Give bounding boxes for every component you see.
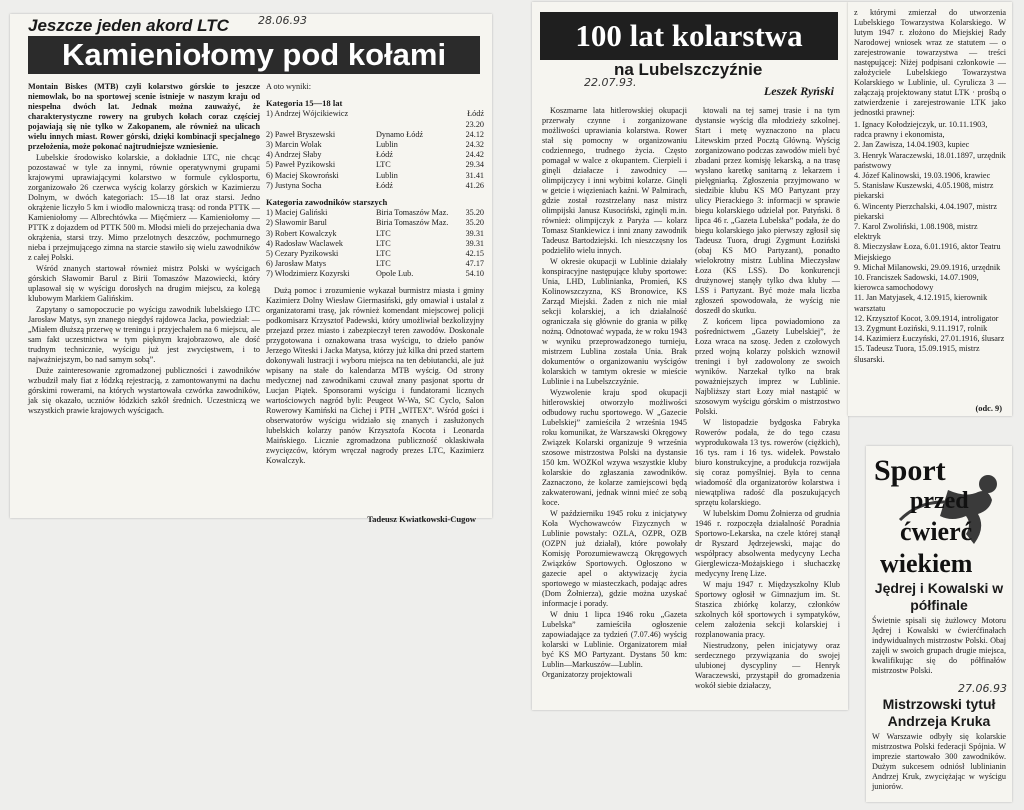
result-name: 3) Robert Kowalczyk bbox=[266, 228, 337, 238]
result-row bbox=[266, 249, 484, 259]
result-name: 2) Paweł Bryszewski bbox=[266, 129, 336, 139]
list-item: 7. Karol Zwoliński, 1.08.1908, mistrz elektryk bbox=[854, 222, 978, 242]
paragraph: Świetnie spisali się żużlowcy Motoru Jędrej i Kowalski w ćwierćfinałach indywidualnych mistrzostw Polski. Obaj zajęli w swoich grupach drugie miejsca, kwalifikując się do półfinałów mistrzostw Polski. bbox=[872, 616, 1006, 675]
clipping-sport-przed-cwierc-wiekiem bbox=[866, 446, 1012, 802]
headline: Jędrej i Kowalski w półfinale bbox=[874, 580, 1004, 613]
result-name: 4) Radosław Waclawek bbox=[266, 238, 343, 248]
list-item: 2. Jan Zawisza, 14.04.1903, kupiec bbox=[854, 140, 970, 150]
list-item: 3. Henryk Waraczewski, 18.01.1897, urzędnik państwowy bbox=[854, 150, 1006, 170]
list-item: 11. Jan Matyjasek, 4.12.1915, kierownik warsztatu bbox=[854, 293, 988, 313]
result-name: 7) Włodzimierz Kozyrski bbox=[266, 269, 350, 279]
paragraph: W lubelskim Domu Żołnierza od grudnia 1946 r. rozpoczęła działalność Poradnia Sportowo-Lekarska, na czele której stanął dr Ryszard Jędrzejewski, mając do współpracy absolwenta medycyny Lecha Gierglewicza-Możajskiego i słuchaczkę medycyny Irenę Lize. bbox=[695, 509, 840, 578]
paragraph: Dużą pomoc i zrozumienie wykazał burmistrz miasta i gminy Kazimierz Dolny Wiesław Giermasiński, gdy omawiał i ustalał z organizatorami trasę, jak również komendant miejscowej policji podkomisarz Krzysztof Padewski, który umożliwiał bezkolizyjny przejazd przez miasto i zabezpieczył teren zawodów. Doskonale przygotowana i oznakowana trasa wyścigu, to dzieło panów Jerzego Witeski i Jacka Matysa, którzy już kilka dni przed startem dokonywali lustracji i wyboru miejsca na ten debiutancki, ale już wpisany na stałe do kalendarza MTB wyścig. Od strony medycznej nad zawodnikami czuwał znany pasjonat sportu dr Lucjan Piątek. Sponsorami wyścigu i fundatorami licznych wartościowych nagród byli: Peugeot W-Wa, SC Cyclo, Salon Rowerowy Kamiński na Cichej i PTH „WITEX”. Wśród gości i obserwatorów wyścigu widziało się znanych i zasłużonych lubelskich kolarzy panów Krzysztofa Kocota i Leonarda Maińskiego. Licznie zgromadzona publiczność oklaskiwała zwycięzców, którym wręczał nagrody prezes LTC, Kazimierz Kowalczyk. bbox=[266, 285, 484, 465]
list-item: 13. Zygmunt Łoziński, 9.11.1917, rolnik bbox=[854, 324, 988, 334]
episode-marker: (odc. 9) bbox=[975, 404, 1002, 413]
logo-text-przed: przed bbox=[910, 488, 969, 514]
clipping-100-lat-kolarstwa bbox=[532, 2, 848, 710]
paragraph: Zapytany o samopoczucie po wyścigu zawodnik lubelskiego LTC Jarosław Matys, syn znanego niegdyś rajdowca Jacka, powiedział: — „Miałem dłuższą przerwę w treningu i przyjechałem na 6 miejscu, ale sam fakt uczestnictwa w tym pięknym krajobrazowo, ale dość trudnym technicznie, wyścigu już jest zwycięstwem, i to najważniejszym, bo nad samym sobą”. bbox=[28, 305, 260, 364]
paragraph: Niestrudzony, pełen inicjatywy oraz serdecznego przywiązania do swojej ulubionej dyscypliny — Henryk Waraczewski, przystąpił do gromadzenia wokół siebie działaczy, bbox=[695, 641, 840, 690]
result-name: 6) Jarosław Matys bbox=[266, 259, 327, 269]
result-row bbox=[266, 269, 484, 279]
result-row bbox=[266, 140, 484, 150]
headline: Kamieniołomy pod kołami bbox=[28, 36, 480, 74]
handwritten-date: 22.07.93. bbox=[584, 76, 637, 89]
result-row bbox=[266, 160, 484, 170]
result-club: Dynamo Łódź bbox=[376, 129, 424, 139]
result-name: 5) Paweł Pyzikowski bbox=[266, 160, 336, 170]
list-item: 10. Franciszek Sadowski, 14.07.1909, kierowca samochodowy bbox=[854, 273, 979, 293]
result-name: 1) Andrzej Wójcikiewicz bbox=[266, 109, 349, 119]
paragraph: Wyzwolenie kraju spod okupacji hitlerowskiej otworzyło możliwości odbudowy ruchu sportowego. W „Gazecie Lubelskiej” zamieściła 2 września 1945 roku komunikat, że Warszawski Okręgowy Związek Kolarski organizuje 9 września szosowe mistrzostwa Polski na dystansie 150 km. WOZKol wzywa wszystkie kluby kolarskie do zgłaszania zawodników. Zaznaczono, że kolarze zamiejscowi będą zakwaterowani, jednak winni mieć ze sobą koce. bbox=[542, 388, 687, 507]
list-item: 6. Wincenty Pierzchalski, 4.04.1907, mistrz piekarski bbox=[854, 201, 998, 221]
list-item: 4. Józef Kalinowski, 19.03.1906, krawiec bbox=[854, 171, 991, 181]
article-column-left bbox=[28, 82, 260, 417]
result-time: Łódź 23.20 bbox=[465, 109, 484, 129]
category-title: Kategoria zawodników starszych bbox=[266, 197, 388, 208]
result-row bbox=[266, 229, 484, 239]
result-row bbox=[266, 239, 484, 249]
result-row bbox=[266, 218, 484, 228]
clipping-kamieniolomy bbox=[10, 14, 492, 524]
list-item: 15. Tadeusz Tuora, 15.09.1915, mistrz ślusarski. bbox=[854, 344, 980, 364]
kicker: Jeszcze jeden akord LTC bbox=[28, 16, 229, 35]
results-intro: A oto wyniki: bbox=[266, 82, 312, 91]
result-club: LTC bbox=[376, 160, 391, 170]
result-time: 35.20 bbox=[465, 218, 484, 228]
subheadline: na Lubelszczyźnie bbox=[614, 60, 763, 79]
runner-head-icon bbox=[979, 475, 997, 493]
handwritten-date: 27.06.93 bbox=[958, 682, 1007, 695]
result-time: 35.20 bbox=[465, 208, 484, 218]
result-club: Biria Tomaszów Maz. bbox=[376, 208, 449, 218]
article-column-right bbox=[266, 82, 484, 467]
result-name: 5) Cezary Pyzikowski bbox=[266, 249, 339, 259]
result-club: LTC bbox=[376, 238, 391, 248]
result-row bbox=[266, 109, 484, 129]
list-item: 9. Michał Milanowski, 29.09.1916, urzędnik bbox=[854, 262, 1001, 272]
result-name: 4) Andrzej Słaby bbox=[266, 150, 322, 160]
result-time: 47.17 bbox=[465, 259, 484, 269]
result-club bbox=[376, 109, 454, 129]
paragraph: W okresie okupacji w Lublinie działały konspiracyjne następujące kluby sportowe: Unia, LHD, Lublinianka, Promień, KS Kolinowszczyzna, KS Bronowice, KS Zarząd Miejski. Żaden z nich nie miał sekcji kolarskiej, a ich działalność ograniczała się głównie do grania w piłkę nożną. Odnotować wypada, że w roku 1943 w wyniku przeprowadzonego turnieju, mistrzem Lublina została Unia. Brak dokumentów o organizowaniu wyścigów kolarskich w tamtym okresie w mieście Lublinie i na Lubelszczyźnie. bbox=[542, 257, 687, 386]
founders-list bbox=[854, 120, 1006, 365]
result-club: Lublin bbox=[376, 170, 398, 180]
result-time: 31.41 bbox=[465, 170, 484, 180]
result-row bbox=[266, 171, 484, 181]
result-club: Lublin bbox=[376, 140, 398, 150]
article-column-left bbox=[542, 106, 687, 681]
list-item: 14. Kazimierz Łuczyński, 27.01.1916, ślusarz bbox=[854, 334, 1005, 344]
clipping-continuation bbox=[848, 2, 1012, 416]
result-club: Łódź bbox=[376, 180, 393, 190]
result-name: 6) Maciej Skowroński bbox=[266, 170, 339, 180]
paragraph: W maju 1947 r. Międzyszkolny Klub Sportowy ogłosił w Gimnazjum im. St. Staszica zbiórkę kolarzy, członków szkolnych kół sportowych i sympatyków, celem założenia sekcji kolarskiej i rozplanowania pracy. bbox=[695, 580, 840, 639]
result-time: 42.15 bbox=[465, 249, 484, 259]
lead-paragraph: Montain Biskes (MTB) czyli kolarstwo górskie to jeszcze niemowlak, bo na sportowej scenie istnieje w naszym kraju od niespełna dwóch lat. Jednak można zauważyć, że charakterystyczne rowery na grubych kołach coraz częściej pojawiają się nie tylko w Zakopanem, ale również na ulicach wielu innych miast. Rower górski, dzięki kombinacji specjalnego przełożenia, może pokonać najtrudniejsze wzniesienie. bbox=[28, 82, 260, 151]
result-club: Biria Tomaszów Maz. bbox=[376, 218, 449, 228]
logo-text-sport: Sport bbox=[874, 454, 946, 487]
result-row bbox=[266, 259, 484, 269]
result-time: 39.31 bbox=[465, 228, 484, 238]
result-club: Opole Lub. bbox=[376, 269, 414, 279]
paragraph: Wśród znanych startował również mistrz Polski w wyścigach górskich Sławomir Barul z Birii Tomaszów Mazowiecki, który uplasował się w wyścigu dorosłych na drugim miejscu, za kolegą klubowym Markiem Galińskim. bbox=[28, 264, 260, 303]
paragraph: W październiku 1945 roku z inicjatywy Koła Wychowawców Fizycznych w Lublinie powstały: OZLA, OZPR, OZB (OZPN już działał), które powołały Komisję Porozumiewawczą Okręgowych Związków Sportowych. Ogłoszono w gazecie apel o aktywizację życia sportowego w miasteczkach, podając adres (Dom Żołnierza), gdzie można uzyskać informacje i porady. bbox=[542, 509, 687, 608]
logo-text-wiekiem: wiekiem bbox=[880, 549, 973, 578]
paragraph: ktowali na tej samej trasie i na tym dystansie wyścig dla młodzieży szkolnej. Start i metę wyznaczono na placu Litewskim przed Pocztą Główną. Wyścig zorganizowano podczas zawodów mieli być zbadani przez komisję lekarską, a na trasę wysłano karetkę sanitarną z lekarzem i pielęgniarką. Zgłoszenia przyjmowano w siedzibie klubu KS MO Partyzant przy ulicy Pierackiego 3: informacji w sprawie biegu kolarskiego udzielał por. Patyński. 8 lipca 46 r. „Gazeta Lubelska” podała, że do biegu kolarskiego jako pierwszy zgłosił się Tadeusz Tuora, drugi Zygmunt Łoziński (obaj KS MO Partyzant), ponadto wielokrotny mistrz Lublina Mieczysław Łoza (KS LSS). Do konkurencji drużynowej stanęły tylko dwa kluby — LSS i Partyzant. Być może mała liczba zgłoszeń spowodowała, że wyścig nie doszedł do skutku. bbox=[695, 106, 840, 315]
result-name: 1) Maciej Galiński bbox=[266, 208, 328, 218]
result-row bbox=[266, 150, 484, 160]
category-title: Kategoria 15—18 lat bbox=[266, 98, 343, 109]
result-club: LTC bbox=[376, 259, 391, 269]
result-row bbox=[266, 208, 484, 218]
result-name: 3) Marcin Wolak bbox=[266, 140, 322, 150]
paragraph: Duże zainteresowanie zgromadzonej publiczności i zawodników wzbudził mały fiat z łódzką rejestracją, z zamontowanymi na dachu górskimi rowerami, na których wystartowała czwórka zawodników, jak się okazało, uczniów łódzkich szkół średnich. Uczestniczą we wszystkich prawie krajowych wyścigach. bbox=[28, 366, 260, 415]
result-row bbox=[266, 181, 484, 191]
result-club: LTC bbox=[376, 228, 391, 238]
list-item: 12. Krzysztof Kocot, 3.09.1914, introligator bbox=[854, 313, 999, 323]
result-time: 24.42 bbox=[465, 150, 484, 160]
paragraph: z którymi zmierzał do utworzenia Lubelskiego Towarzystwa Kolarskiego. W lutym 1947 r. złożono do Miejskiej Rady Narodowej wniosek wraz ze statutem — o zarejestrowanie towarzystwa — treści następującej: Niżej podpisani członkowie — założyciele Lubelskiego Towarzystwa Kolarskiego w Lublinie, ul. Cyrulicza 3 — załączają projektowany statut LTK · prośbą o zatwierdzenie i zarejestrowanie LTK jako jednostki prawnej: bbox=[854, 8, 1006, 117]
result-time: 54.10 bbox=[465, 269, 484, 279]
headline: Mistrzowski tytuł Andrzeja Kruka bbox=[882, 696, 996, 729]
list-item: 8. Mieczysław Łoza, 6.01.1916, aktor Teatru Miejskiego bbox=[854, 242, 1001, 262]
author: Leszek Ryński bbox=[763, 84, 834, 98]
result-name: 7) Justyna Socha bbox=[266, 180, 322, 190]
paragraph: Z końcem lipca powiadomiono za pośrednictwem „Gazety Lubelskiej”, że Łoza wraca na szosę. Jeden z czołowych przed wojną kolarzy polskich wznowił treningi i był zadowolony ze swoich wyników. Narzekał tylko na brak poważniejszych imprez w Lublinie. Najbliższy start Łozy miał nastąpić w szosowym wyścigu górskim o mistrzostwo Polski. bbox=[695, 317, 840, 416]
paragraph: Koszmarne lata hitlerowskiej okupacji przerwały czynne i zorganizowane możliwości uprawiania kolarstwa. Rower stał się pomocny w organizowaniu codziennego, trudnego życia. Często pomagał w walce z okupantem. Cierpieli i ginęli działacze i zawodnicy — olimpijczycy i inni wybitni kolarze. Ginęli w getcie i więzieniach kaźni. W Palmirach, gdzie został rozstrzelany nasz mistrz olimpijski Janusz Kusociński, zginęli m.in. również: olimpijczyk z Paryża — kolarz Tomasz Stankiewicz i inni znany zawodnik Tadeusz Bartodziejski. Ich nieszczęsny los podzieliło wielu innych. bbox=[542, 106, 687, 255]
paragraph: W Warszawie odbyły się kolarskie mistrzostwa Polski federacji Spójnia. W imprezie startowało 300 zawodników. Dużym sukcesem odniósł lublinianin Andrzej Kruk, zwyciężając w wyścigu juniorów. bbox=[872, 732, 1006, 791]
result-name: 2) Sławomir Barul bbox=[266, 218, 327, 228]
paragraph: W dniu 1 lipca 1946 roku „Gazeta Lubelska” zamieściła ogłoszenie zapowiadające za tydzień (7.07.46) wyścig kolarski w Lublinie. Organizatorem miał być KS MO Partyzant. Dystans 50 km: Lublin—Markuszów—Lublin. Organizatorzy projektowali bbox=[542, 610, 687, 679]
result-club: LTC bbox=[376, 249, 391, 259]
result-row bbox=[266, 130, 484, 140]
result-time: 24.12 bbox=[465, 129, 484, 139]
results-table bbox=[266, 82, 484, 280]
headline: 100 lat kolarstwa bbox=[540, 12, 838, 60]
byline: Tadeusz Kwiatkowski-Cugow bbox=[367, 514, 476, 524]
list-item: 5. Stanisław Kuszewski, 4.05.1908, mistrz piekarski bbox=[854, 181, 994, 201]
handwritten-date: 28.06.93 bbox=[258, 14, 307, 27]
column-logo bbox=[870, 450, 1008, 578]
result-time: 39.31 bbox=[465, 238, 484, 248]
result-time: 29.34 bbox=[465, 160, 484, 170]
logo-text-cwierc: ćwierć bbox=[900, 517, 973, 546]
paragraph: W listopadzie bydgoska Fabryka Rowerów podała, że do tego czasu wyprodukowała 13 tys. rowerów (ciężkich), 16 tys. ram i 16 tys. widełek. Powstało biuro konstrukcyjne, a produkcja rozwijała się coraz pomyślniej. Była to cenna wiadomość dla organizatorów kolarstwa i niewątpliwa radość dla poszukujących sprzętu kolarskiego. bbox=[695, 418, 840, 507]
result-club: Łódź bbox=[376, 150, 393, 160]
paragraph: Lubelskie środowisko kolarskie, a dokładnie LTC, nie chcąc pozostawać w tyle za innymi, równie operatywnymi grupami krajowymi uprawiającymi kolarstwo w formule cyklosportu, zorganizowało 26 czerwca wyścig kolarzy górskich w Kazimierzu Dolnym, w dwóch kategoriach: 15—18 lat oraz starsi. Jedno okrążenie liczyło 5 km i wiodło malowniczą trasą: od ronda PTTK — Kamieniołomy — Albrechtówka — Mięćmierz — Kamieniołomy — PTTK z dojazdem od PTTK 500 m. Młodsi mieli do przejechania dwa okrążenia, starsi trzy. Mimo przelotnych deszczów, pochmurnego nieba i przejmującego zimna na starcie stawiło się wielu zawodników z całej Polski. bbox=[28, 153, 260, 262]
result-time: 41.26 bbox=[465, 180, 484, 190]
result-time: 24.32 bbox=[465, 140, 484, 150]
article-column-right bbox=[695, 106, 840, 692]
list-item: 1. Ignacy Kołodziejczyk, ur. 10.11.1903, radca prawny i ekonomista, bbox=[854, 120, 988, 140]
